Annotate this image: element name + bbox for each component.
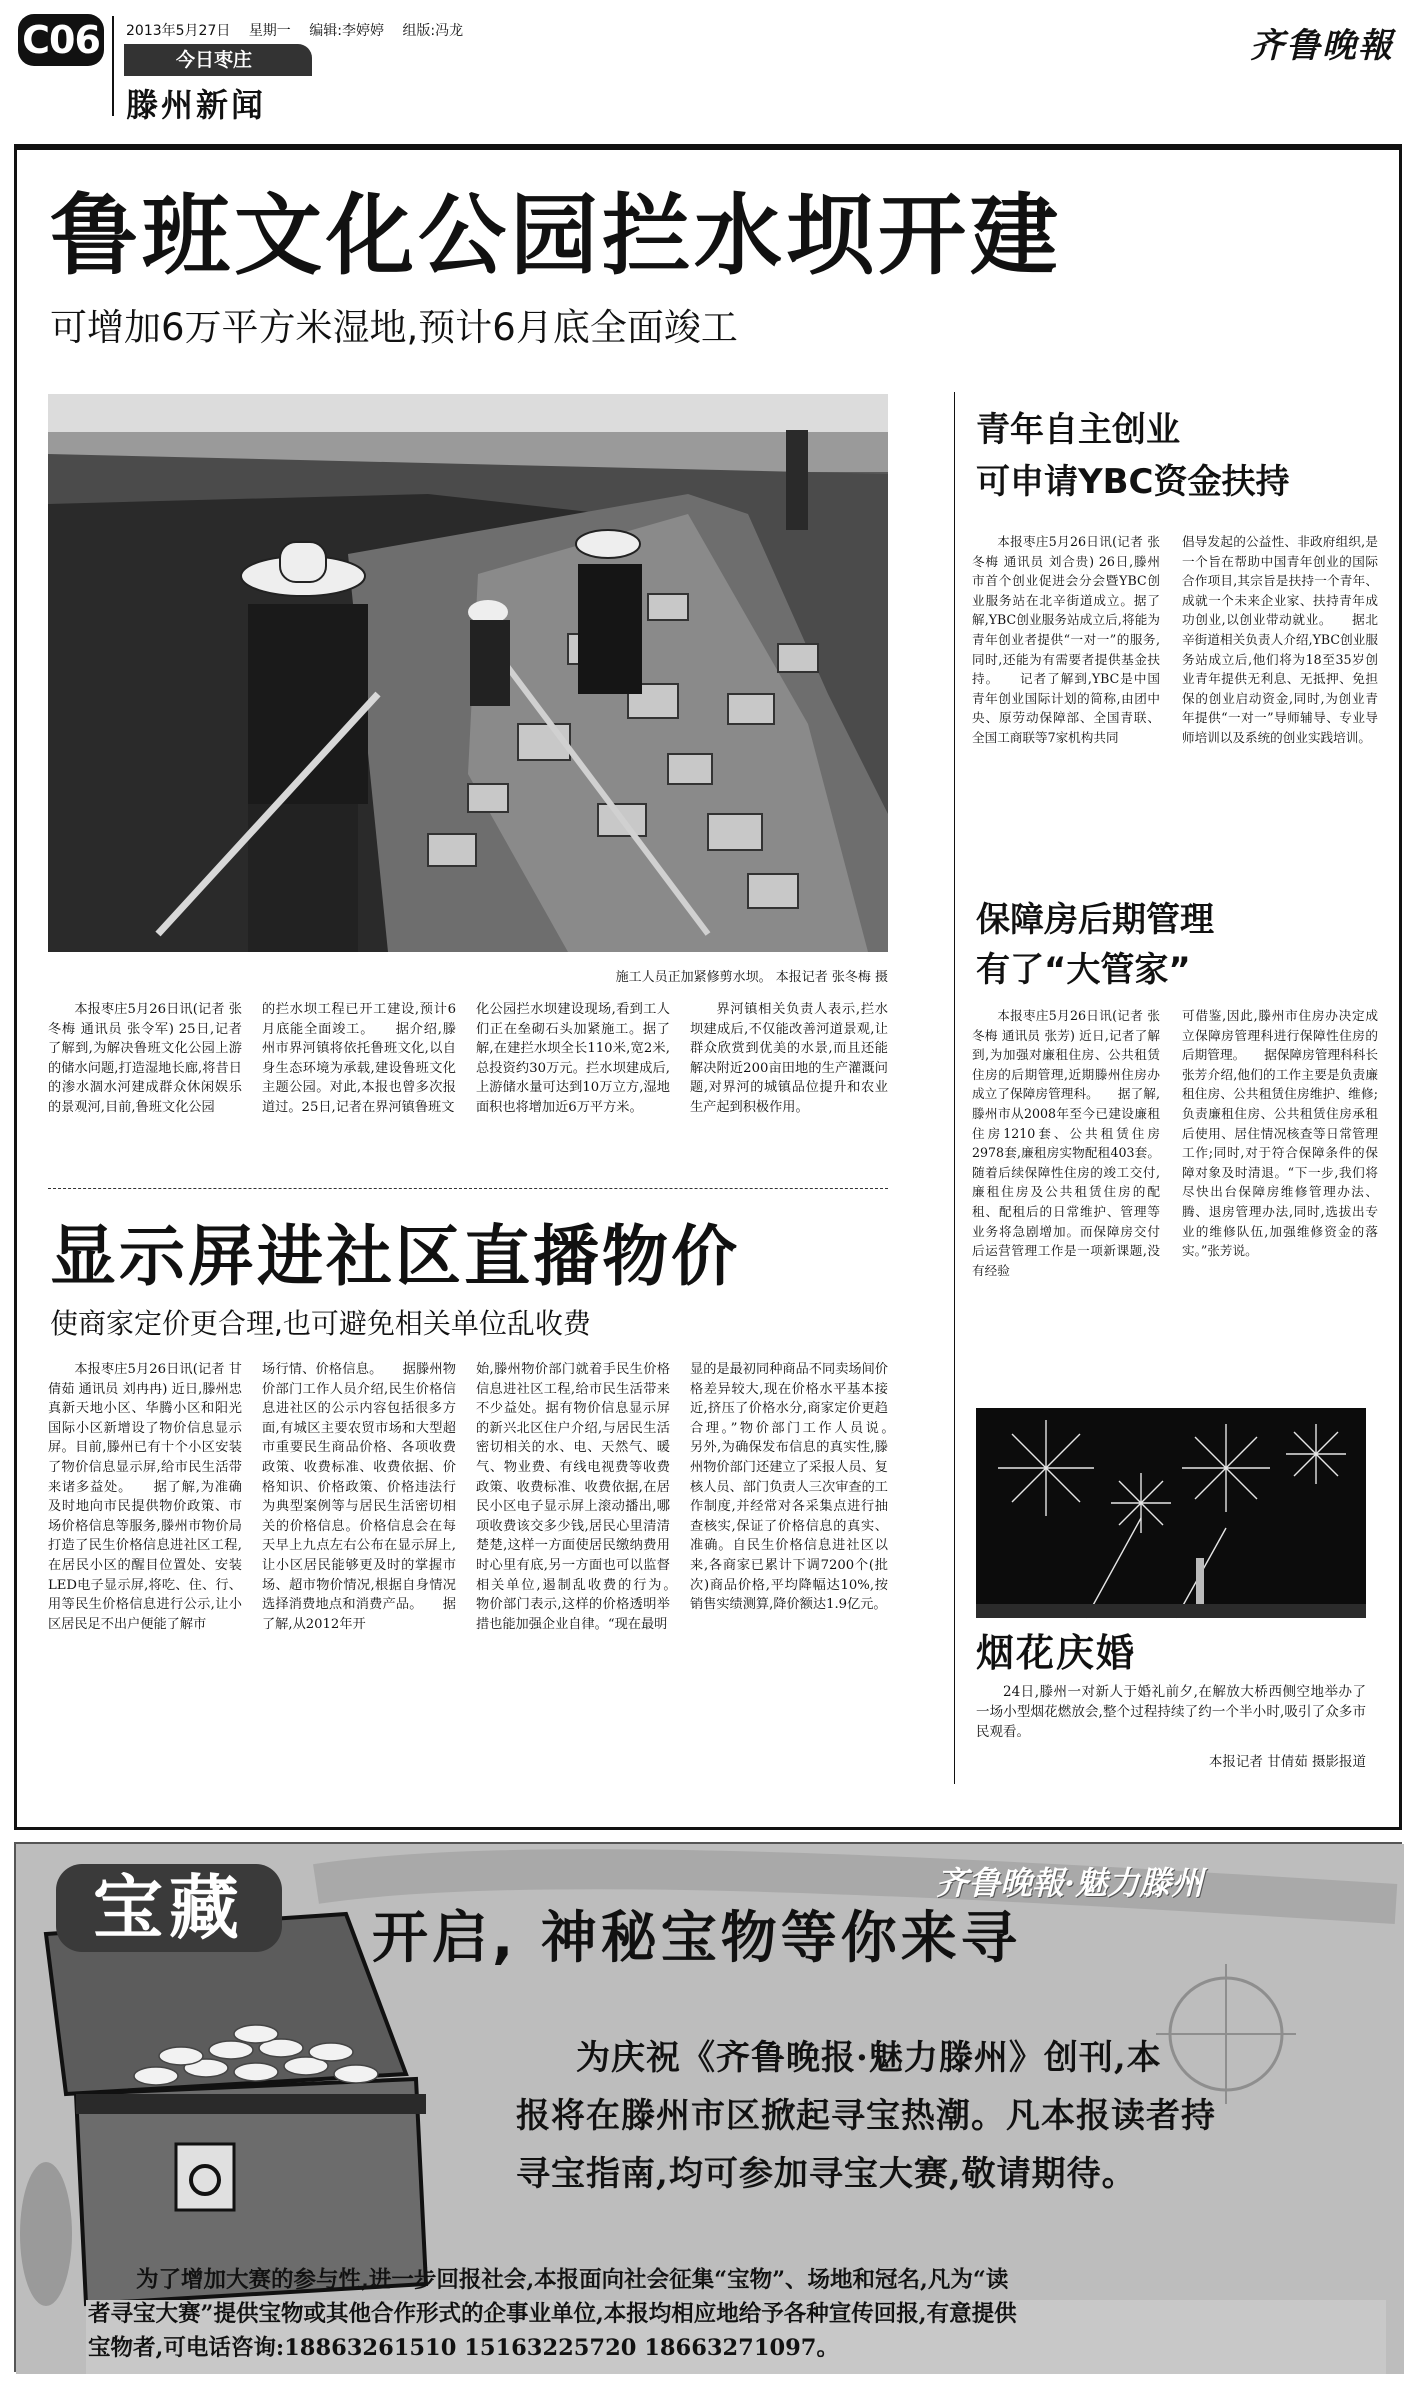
issue-date: 2013年5月27日 bbox=[126, 23, 231, 39]
issue-layout: 组版:冯龙 bbox=[402, 23, 464, 39]
construction-photo-image bbox=[48, 394, 888, 952]
main-article-column-1: 本报枣庄5月26日讯(记者 张冬梅 通讯员 张令军) 25日,记者了解到,为解决鲁班文化公园上游的储水问题,打造湿地长廊,将昔日的渗水涸水河建成群众休闲娱乐的景观河,目前,鲁班文化公园 bbox=[48, 1002, 242, 1115]
paper-logo: 齐鲁晚報 bbox=[1250, 26, 1394, 66]
second-article-column-2: 场行情、价格信息。 据滕州物价部门工作人员介绍,民生价格信息进社区的公示内容包括很多方面,有城区主要农贸市场和大型超市重要民生商品价格、各项收费政策、收费标准、收费依据、价格知识、价格政策、价格违法行为典型案例等与居民生活密切相关的价格信息。价格信息会在每天早上九点左右公布在显示屏上,让小区居民能够更及时的掌握市场、超市物价情况,根据自身情况选择消费地点和消费产品。 据了解,从2012年开 bbox=[262, 1362, 456, 1632]
main-article-column-2: 的拦水坝工程已开工建设,预计6月底能全面竣工。 据介绍,滕州市界河镇将依托鲁班文化,以自身生态环境为承载,建设鲁班文化主题公园。对此,本报也曾多次报道过。25日,记者在界河镇鲁班文 bbox=[262, 1002, 456, 1115]
fireworks-photo-image bbox=[976, 1408, 1366, 1618]
housing-headline-line2: 有了“大管家” bbox=[976, 950, 1191, 990]
main-article-column-3: 化公园拦水坝建设现场,看到工人们正在垒砌石头加紧施工。据了解,在建拦水坝全长110米,宽2米,总投资约30万元。拦水坝建成后,上游储水量可达到10万立方,湿地面积也将增加近6万平方米。 bbox=[476, 1002, 670, 1115]
ybc-column-1: 本报枣庄5月26日讯(记者 张冬梅 通讯员 刘合贵) 26日,滕州市首个创业促进会分会暨YBC创业服务站在北辛街道成立。据了解,YBC创业服务站成立后,将能为青年创业者提供“一对一”的服务,同时,还能为有需要者提供基金扶持。 记者了解到,YBC是中国青年创业国际计划的简称,由团中央、原劳动保障部、全国青联、全国工商联等7家机构共同 bbox=[972, 534, 1160, 745]
fireworks-text: 24日,滕州一对新人于婚礼前夕,在解放大桥西侧空地举办了一场小型烟花燃放会,整个过程持续了约一个半小时,吸引了众多市民观看。 bbox=[976, 1684, 1366, 1740]
main-headline: 鲁班文化公园拦水坝开建 bbox=[50, 184, 1063, 287]
ybc-column-2: 倡导发起的公益性、非政府组织,是一个旨在帮助中国青年创业的国际合作项目,其宗旨是扶持一个青年、成就一个未来企业家、扶持青年成功创业,以创业带动就业。 据北辛街道相关负责人介绍,YBC创业服务站成立后,他们将为18至35岁创业青年提供无利息、无抵押、免担保的创业启动资金,同时,为创业青年提供“一对一”导师辅导、专业导师培训以及系统的创业实践培训。 bbox=[1182, 534, 1378, 745]
page-number: C06 bbox=[18, 14, 104, 66]
second-article-column-1: 本报枣庄5月26日讯(记者 甘倩茹 通讯员 刘冉冉) 近日,滕州忠真新天地小区、华腾小区和阳光国际小区新增设了物价信息显示屏。目前,滕州已有十个小区安装了物价信息显示屏,给市民生活带来诸多益处。 据了解,为准确及时地向市民提供物价政策、市场价格信息等服务,滕州市物价局打造了民生价格信息进社区工程,在居民小区的醒目位置处、安装LED电子显示屏,将吃、住、行、用等民生价格信息进行公示,让小区居民足不出户便能了解市 bbox=[48, 1362, 242, 1632]
main-article-column-4: 界河镇相关负责人表示,拦水坝建成后,不仅能改善河道景观,让群众欣赏到优美的水景,而且还能解决附近200亩田地的生产灌溉问题,对界河的城镇品位提升和农业生产起到积极作用。 bbox=[690, 1002, 888, 1115]
housing-headline-line1: 保障房后期管理 bbox=[976, 900, 1214, 940]
second-article-column-4: 显的是最初同种商品不同卖场间价格差异较大,现在价格水平基本接近,挤压了价格水分,商家定价更趋合理。”物价部门工作人员说。 另外,为确保发布信息的真实性,滕州物价部门还建立了采报人员、复核人员、部门负责人三次审查的工作制度,并经常对各采集点进行抽查核实,保证了价格信息的真实、准确。自民生价格信息进社区以来,各商家已累计下调7200个(批次)商品价格,平均降幅达10%,按销售实绩测算,降价额达1.9亿元。 bbox=[690, 1362, 915, 1613]
construction-photo bbox=[48, 394, 888, 952]
photo-caption: 施工人员正加紧修剪水坝。 本报记者 张冬梅 摄 bbox=[615, 970, 888, 985]
ad-body-line1: 为庆祝《齐鲁晚报·魅力滕州》创刊,本 bbox=[576, 2038, 1162, 2078]
fireworks-headline: 烟花庆婚 bbox=[976, 1631, 1137, 1675]
issue-info bbox=[126, 20, 463, 40]
second-article-column-3: 始,滕州物价部门就着手民生价格信息进社区工程,给市民生活带来不少益处。据有物价信息显示屏的新兴北区住户介绍,与居民生活密切相关的水、电、天然气、暖气、物业费、有线电视费等收费政策、收费标准、收费依据,在居民小区电子显示屏上滚动播出,哪项收费该交多少钱,居民心里清清楚楚,这样一方面使居民缴纳费用时心里有底,另一方面也可以监督相关单位,遏制乱收费的行为。 物价部门表示,这样的价格透明举措也能加强企业自律。“现在最明 bbox=[476, 1362, 697, 1632]
article-divider bbox=[48, 1188, 888, 1189]
housing-column-2: 可借鉴,因此,滕州市住房办决定成立保障房管理科进行保障性住房的后期管理。 据保障房管理科科长张芳介绍,他们的工作主要是负责廉租住房、公共租赁住房维护、维修;负责廉租住房、公共租赁住房承租后使用、居住情况核查等日常管理工作;同时,对于符合保障条件的保障对象及时清退。“下一步,我们将尽快出台保障房维修管理办法、腾、退房管理办法,同时,选拔出专业的维修队伍,加强维修资金的落实。”张芳说。 bbox=[1182, 1008, 1378, 1259]
ad-footer-line3: 宝物者,可电话咨询:18863261510 15163225720 18663271097。 bbox=[88, 2335, 839, 2361]
ad-headline: 开启, 神秘宝物等你来寻 bbox=[372, 1906, 1021, 1971]
issue-editor: 编辑:李婷婷 bbox=[309, 23, 384, 39]
ad-logo: 齐鲁晚報·魅力滕州 bbox=[936, 1864, 1204, 1902]
ad-footer-line1: 为了增加大赛的参与性,进一步回报社会,本报面向社会征集“宝物”、场地和冠名,凡为“读 bbox=[136, 2267, 1009, 2293]
ad-body-line2: 报将在滕州市区掀起寻宝热潮。凡本报读者持 bbox=[516, 2096, 1216, 2136]
main-subhead: 可增加6万平方米湿地,预计6月底全面竣工 bbox=[50, 306, 738, 349]
second-subhead: 使商家定价更合理,也可避免相关单位乱收费 bbox=[50, 1307, 591, 1340]
issue-weekday: 星期一 bbox=[248, 23, 291, 39]
ad-treasure-badge: 宝藏 bbox=[56, 1864, 282, 1952]
vertical-rule bbox=[112, 16, 114, 116]
section-title: 滕州新闻 bbox=[126, 86, 267, 124]
fireworks-photo bbox=[976, 1408, 1366, 1618]
fireworks-credit: 本报记者 甘倩茹 摄影报道 bbox=[1208, 1754, 1366, 1770]
second-headline: 显示屏进社区直播物价 bbox=[50, 1218, 740, 1295]
treasure-ad bbox=[14, 1842, 1402, 2372]
ad-body-line3: 寻宝指南,均可参加寻宝大赛,敬请期待。 bbox=[516, 2154, 1137, 2194]
housing-column-1: 本报枣庄5月26日讯(记者 张冬梅 通讯员 张芳) 近日,记者了解到,为加强对廉租住房、公共租赁住房的后期管理,近期滕州住房办成立了保障房管理科。 据了解,滕州市从2008年至今已建设廉租住房1210套、公共租赁住房2978套,廉租房实物配租403套。随着后续保障性住房的竣工交付,廉租住房及公共租赁住房的配租、配租后的日常维护、管理等业务将急剧增加。而保障房交付后运营管理工作是一项新课题,没有经验 bbox=[972, 1008, 1160, 1278]
right-column-rule bbox=[954, 392, 955, 1784]
section-tab: 今日枣庄 bbox=[124, 44, 312, 76]
ad-footer-line2: 者寻宝大赛”提供宝物或其他合作形式的企事业单位,本报均相应地给予各种宣传回报,有意提供 bbox=[88, 2301, 1017, 2327]
ybc-headline-line2: 可申请YBC资金扶持 bbox=[976, 462, 1290, 502]
ybc-headline-line1: 青年自主创业 bbox=[976, 410, 1180, 450]
